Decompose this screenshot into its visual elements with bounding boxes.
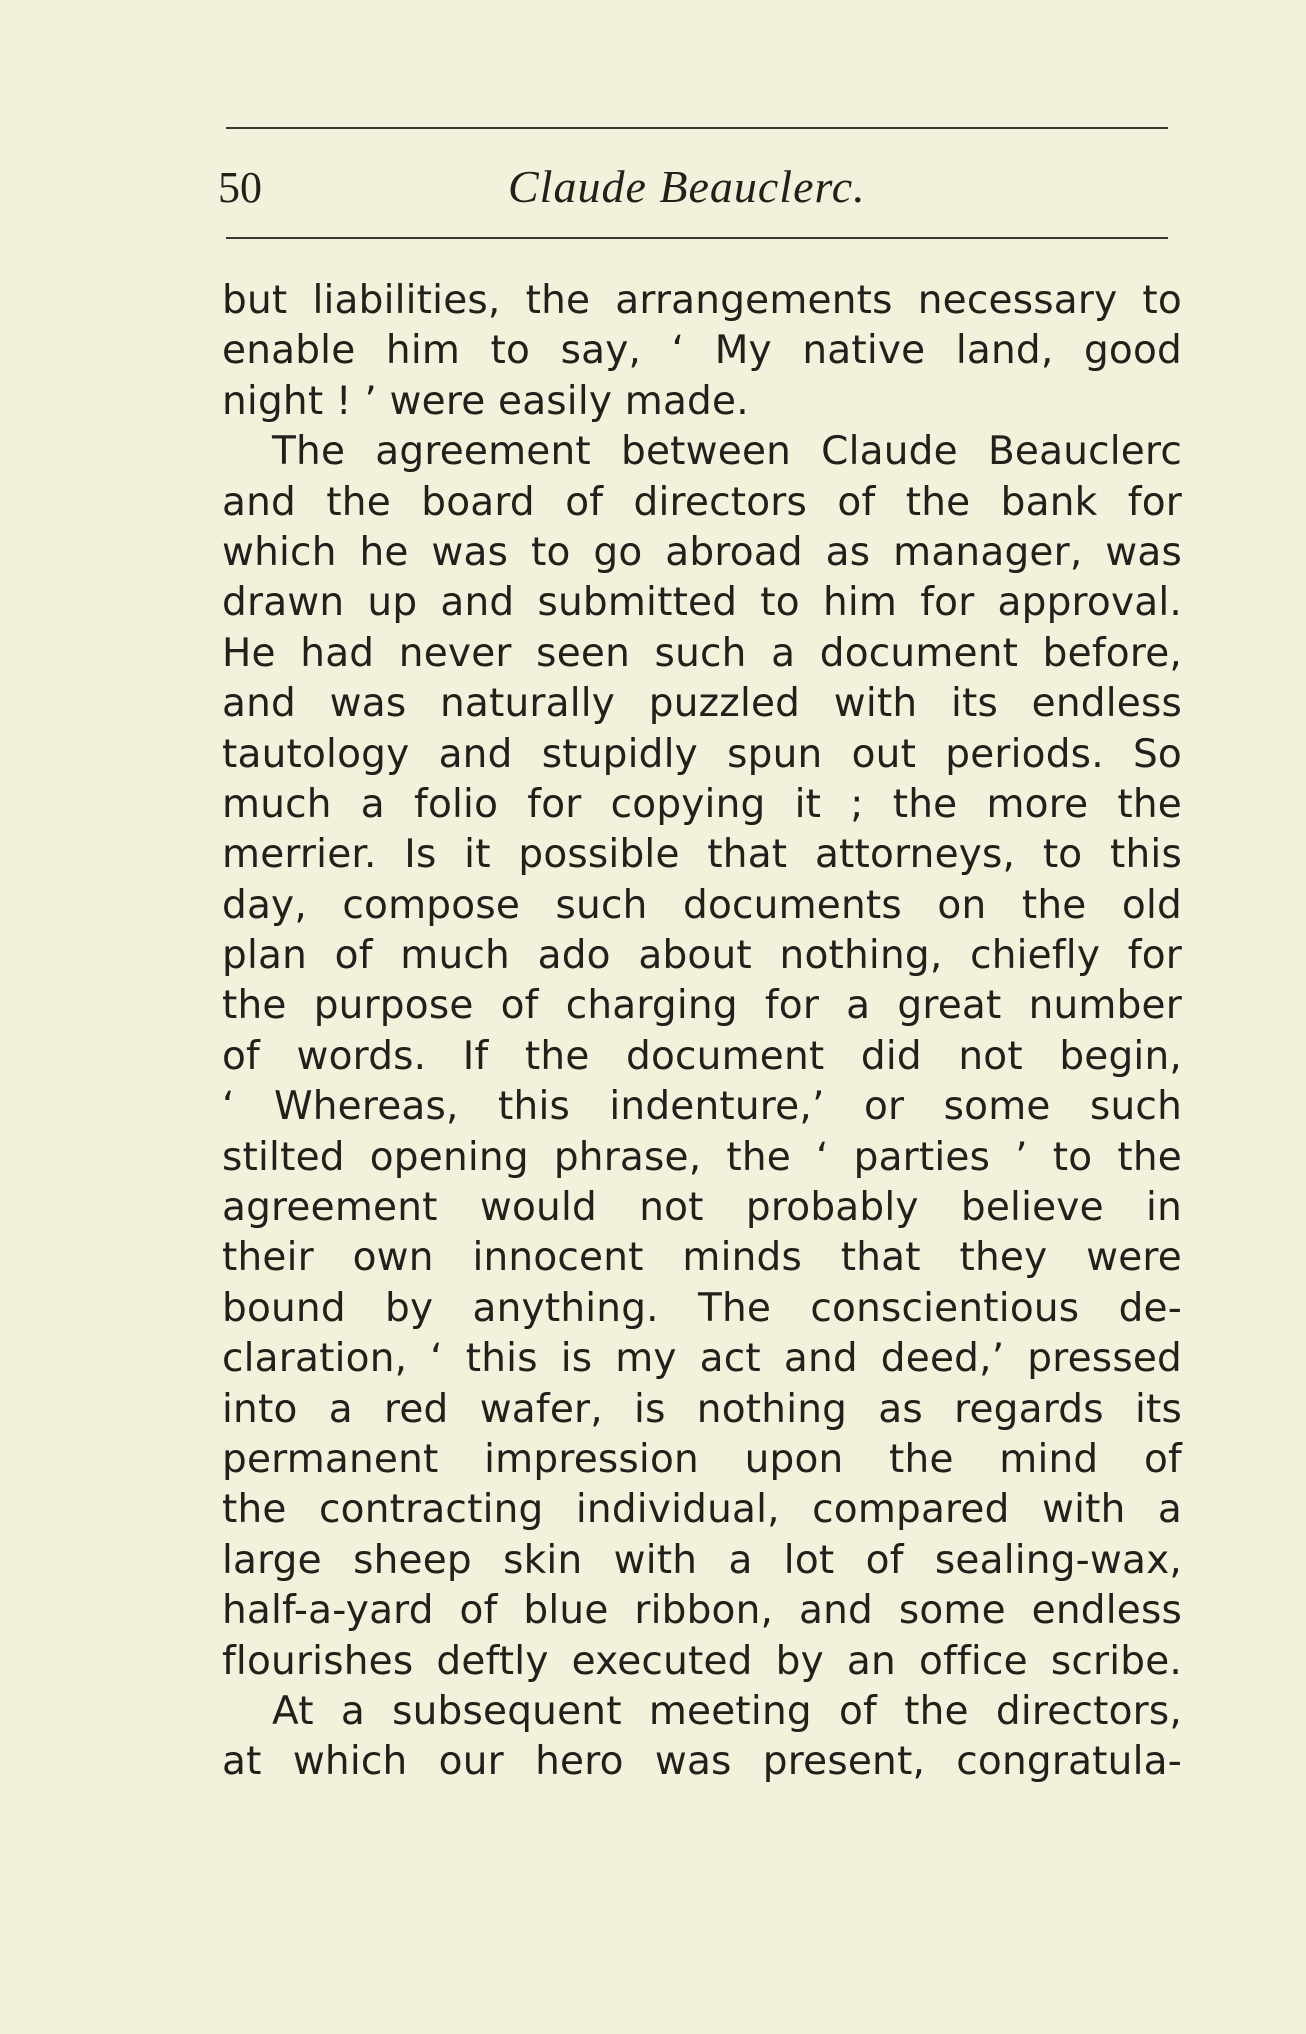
text-line: permanent impression upon the mind of	[222, 1436, 1182, 1482]
text-line: and was naturally puzzled with its endless	[222, 681, 1182, 727]
text-line: the purpose of charging for a great number	[222, 983, 1182, 1029]
text-line: at which our hero was present, congratula-	[222, 1739, 1182, 1785]
page-number: 50	[218, 163, 262, 212]
text-line: which he was to go abroad as manager, was	[222, 529, 1182, 575]
text-line: into a red wafer, is nothing as regards its	[222, 1386, 1182, 1432]
text-line: drawn up and submitted to him for approval.	[222, 580, 1182, 626]
text-line: and the board of directors of the bank for	[222, 479, 1182, 525]
text-line: claration, ‘ this is my act and deed,’ pressed	[222, 1336, 1182, 1382]
text-line: flourishes deftly executed by an office scribe.	[222, 1638, 1182, 1684]
text-line: tautology and stupidly spun out periods. So	[222, 731, 1182, 777]
text-line: plan of much ado about nothing, chiefly for	[222, 933, 1182, 979]
text-line: bound by anything. The conscientious de-	[222, 1285, 1182, 1331]
text-line: enable him to say, ‘ My native land, good	[222, 328, 1182, 374]
text-line: half-a-yard of blue ribbon, and some endless	[222, 1588, 1182, 1634]
text-line: of words. If the document did not begin,	[222, 1033, 1182, 1079]
body-text	[222, 276, 1182, 1788]
header-bottom-rule	[226, 237, 1168, 239]
text-line: large sheep skin with a lot of sealing-wax,	[222, 1537, 1182, 1583]
header-top-rule	[226, 127, 1168, 129]
text-line: He had never seen such a document before,	[222, 630, 1182, 676]
text-line: At a subsequent meeting of the directors,	[272, 1688, 1182, 1734]
text-line: The agreement between Claude Beauclerc	[272, 429, 1182, 475]
text-line: much a folio for copying it ; the more the	[222, 781, 1182, 827]
text-line: night ! ’ were easily made.	[222, 378, 749, 424]
text-line: their own innocent minds that they were	[222, 1235, 1182, 1281]
text-line: merrier. Is it possible that attorneys, to this	[222, 832, 1182, 878]
text-line: stilted opening phrase, the ‘ parties ’ to the	[222, 1134, 1182, 1180]
text-line: ‘ Whereas, this indenture,’ or some such	[222, 1084, 1182, 1130]
text-line: agreement would not probably believe in	[222, 1185, 1182, 1231]
text-line: the contracting individual, compared with a	[222, 1487, 1182, 1533]
running-title: Claude Beauclerc.	[508, 161, 866, 212]
text-line: day, compose such documents on the old	[222, 882, 1182, 928]
text-line: but liabilities, the arrangements necessary to	[222, 278, 1182, 323]
